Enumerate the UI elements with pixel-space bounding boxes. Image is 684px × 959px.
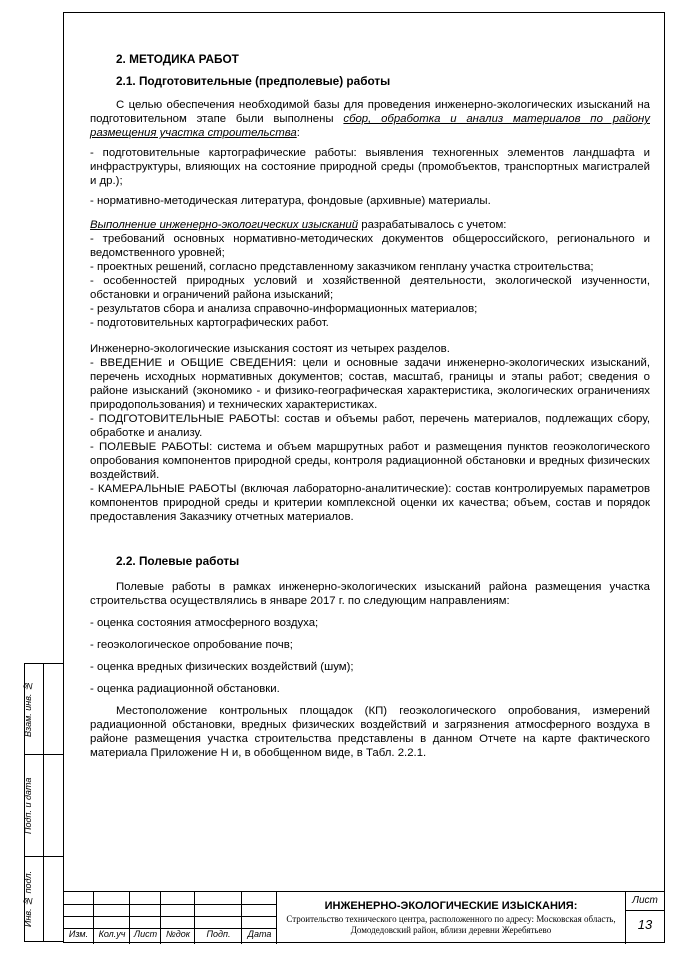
list3-item: - ВВЕДЕНИЕ и ОБЩИЕ СВЕДЕНИЯ: цели и основные задачи инженерно-экологических изысканий, перечень исходных нормативных документов; состав, масштаб, границы и этапы работ; сведения о районе изысканий (экономико - и физико-географическая характеристика, экологических ограничениях природопользования) и технических характеристиках. bbox=[90, 357, 650, 411]
paragraph-5: Местоположение контрольных площадок (КП) геоэкологического опробования, измерений радиационной обстановки, вредных физических воздействий и загрязнения атмосферного воздуха в районе размещения участка строительства представлены в данном Отчете на карте фактического материала Приложение Н и, в обобщенном виде, в Табл. 2.2.1. bbox=[90, 705, 650, 759]
stamp-label-izm: Изм. bbox=[68, 929, 89, 939]
document-body bbox=[90, 52, 650, 760]
margin-label-inv: Инв. № подл. bbox=[23, 870, 33, 928]
list3-item: - ПОДГОТОВИТЕЛЬНЫЕ РАБОТЫ: состав и объемы работ, перечень материалов, подлежащих сбору, обработке и анализу. bbox=[90, 413, 650, 439]
list2-item: - особенностей природных условий и хозяйственной деятельности, экологической изученности, обстановки и ограничений района изысканий; bbox=[90, 275, 650, 301]
stamp-title: ИНЖЕНЕРНО-ЭКОЛОГИЧЕСКИЕ ИЗЫСКАНИЯ: bbox=[324, 900, 578, 912]
title-block bbox=[63, 891, 665, 943]
stamp-label-podp: Подп. bbox=[206, 929, 231, 939]
sheet-divider bbox=[625, 910, 665, 911]
stamp-label-kol: Кол.уч bbox=[98, 929, 126, 939]
margin-label-podp: Подп. и дата bbox=[23, 777, 33, 835]
paragraph-4: Полевые работы в рамках инженерно-экологических изысканий района размещения участка строительства осуществлялись в январе 2017 г. по следующим направлениям: bbox=[90, 581, 650, 607]
list2-item: - результатов сбора и анализа справочно-информационных материалов; bbox=[90, 303, 478, 315]
list1-item: - нормативно-методическая литература, фондовые (архивные) материалы. bbox=[90, 195, 491, 207]
paragraph-2: Выполнение инженерно-экологических изысканий разрабатывалось с учетом: bbox=[90, 219, 507, 231]
list1-item: - подготовительные картографические работы: выявления техногенных элементов ландшафта и инфраструктуры, влияющих на состояние природной среды (промобъектов, транспортных магистралей и др.); bbox=[90, 147, 650, 187]
list3-item: - ПОЛЕВЫЕ РАБОТЫ: система и объем маршрутных работ и размещения пунктов геоэкологического опробования компонентов природной среды, контроля радиационной обстановки и вредных физических воздействий. bbox=[90, 441, 650, 481]
margin-stamp bbox=[24, 663, 63, 942]
list3-item: - КАМЕРАЛЬНЫЕ РАБОТЫ (включая лабораторно-аналитические): состав контролируемых параметров компонентов природной среды и критерии комплексной оценки их качества; объем, состав и порядок предоставления Заказчику отчетных материалов. bbox=[90, 483, 650, 523]
paragraph-3: Инженерно-экологические изыскания состоят из четырех разделов. bbox=[90, 343, 450, 355]
list4-item: - оценка вредных физических воздействий (шум); bbox=[90, 661, 354, 673]
sheet-number: 13 bbox=[637, 917, 653, 932]
subsection-title-2: 2.2. Полевые работы bbox=[116, 554, 240, 568]
margin-label-vzam: Взам. инв. № bbox=[23, 681, 33, 738]
section-title: 2. МЕТОДИКА РАБОТ bbox=[116, 52, 239, 66]
list2-item: - подготовительных картографических работ. bbox=[90, 317, 329, 329]
list2-item: - проектных решений, согласно представленному заказчиком генплану участка строительства; bbox=[90, 261, 594, 273]
subsection-title-1: 2.1. Подготовительные (предполевые) работы bbox=[116, 74, 391, 88]
sheet-label: Лист bbox=[632, 895, 658, 906]
stamp-label-data: Дата bbox=[247, 929, 272, 939]
paragraph-1: С целью обеспечения необходимой базы для проведения инженерно-экологических изысканий на подготовительном этапе были выполнены сбор, обработка и анализ материалов по району размещения участка строительства: bbox=[90, 99, 650, 139]
list2-item: - требований основных нормативно-методических документов общероссийского, регионального и ведомственного уровней; bbox=[90, 233, 650, 259]
stamp-label-list: Лист bbox=[133, 929, 158, 939]
stamp-subtitle: Строительство технического центра, расположенного по адресу: Московская область, Домодедовский район, вблизи деревни Жеребятьево bbox=[286, 914, 616, 935]
list4-item: - оценка радиационной обстановки. bbox=[90, 683, 280, 695]
stamp-label-ndok: №док bbox=[166, 929, 190, 939]
list4-item: - геоэкологическое опробование почв; bbox=[90, 639, 293, 651]
list4-item: - оценка состояния атмосферного воздуха; bbox=[90, 617, 319, 629]
